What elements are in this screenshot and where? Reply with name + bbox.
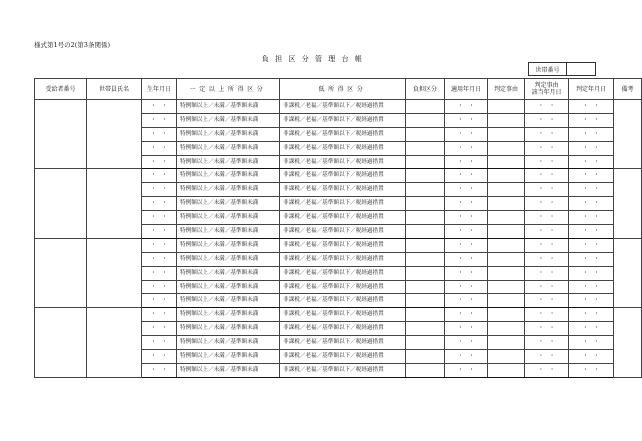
burden-category-cell[interactable] — [406, 127, 445, 141]
remarks-cell[interactable] — [614, 100, 642, 169]
form-identifier: 様式第1号の2(第3条関係) — [34, 41, 110, 49]
income-category-cell[interactable]: 特例額以上／未満／基準額未満 — [177, 322, 280, 336]
reason-date-cell[interactable]: ・ ・ — [525, 252, 569, 266]
determination-reason-cell[interactable] — [488, 225, 525, 239]
income-category-cell[interactable]: 特例額以上／未満／基準額未満 — [177, 238, 280, 252]
reason-date-cell[interactable]: ・ ・ — [525, 183, 569, 197]
birth-date-cell[interactable]: ・ ・ — [142, 100, 177, 114]
determination-reason-cell[interactable] — [488, 113, 525, 127]
reason-date-cell[interactable]: ・ ・ — [525, 238, 569, 252]
determination-date-cell[interactable]: ・ ・ — [569, 336, 614, 350]
burden-category-cell[interactable] — [406, 225, 445, 239]
burden-category-ledger — [34, 78, 642, 378]
applicable-date-cell[interactable]: ・ ・ — [445, 100, 488, 114]
low-income-category-cell[interactable]: 非課税／老福／基準額以下／税経過措置 — [280, 350, 406, 364]
low-income-category-cell[interactable]: 非課税／老福／基準額以下／税経過措置 — [280, 225, 406, 239]
income-category-cell[interactable]: 特例額以上／未満／基準額未満 — [177, 169, 280, 183]
low-income-category-cell[interactable]: 非課税／老福／基準額以下／税経過措置 — [280, 211, 406, 225]
low-income-category-cell[interactable]: 非課税／老福／基準額以下／税経過措置 — [280, 336, 406, 350]
birth-date-cell[interactable]: ・ ・ — [142, 280, 177, 294]
remarks-cell[interactable] — [614, 308, 642, 377]
birth-date-cell[interactable]: ・ ・ — [142, 308, 177, 322]
ledger-row — [35, 100, 642, 114]
applicable-date-cell[interactable]: ・ ・ — [445, 225, 488, 239]
determination-date-cell[interactable]: ・ ・ — [569, 155, 614, 169]
applicable-date-cell[interactable]: ・ ・ — [445, 197, 488, 211]
determination-date-cell[interactable]: ・ ・ — [569, 183, 614, 197]
recipient-number-cell[interactable] — [35, 169, 87, 238]
determination-date-cell[interactable]: ・ ・ — [569, 100, 614, 114]
birth-date-cell[interactable]: ・ ・ — [142, 363, 177, 377]
determination-reason-cell[interactable] — [488, 238, 525, 252]
reason-date-cell[interactable]: ・ ・ — [525, 266, 569, 280]
col-reason-date-line1: 判定事由 — [534, 82, 559, 89]
burden-category-cell[interactable] — [406, 363, 445, 377]
applicable-date-cell[interactable]: ・ ・ — [445, 113, 488, 127]
reason-date-cell[interactable]: ・ ・ — [525, 169, 569, 183]
low-income-category-cell[interactable]: 非課税／老福／基準額以下／税経過措置 — [280, 113, 406, 127]
col-reason-date-line2: 該当年月日 — [531, 89, 562, 96]
determination-date-cell[interactable]: ・ ・ — [569, 238, 614, 252]
col-member-name: 世帯員氏名 — [87, 79, 142, 100]
recipient-number-cell[interactable] — [35, 100, 87, 169]
reason-date-cell[interactable]: ・ ・ — [525, 100, 569, 114]
burden-category-cell[interactable] — [406, 266, 445, 280]
determination-reason-cell[interactable] — [488, 336, 525, 350]
birth-date-cell[interactable]: ・ ・ — [142, 113, 177, 127]
ledger-row — [35, 308, 642, 322]
income-category-cell[interactable]: 特例額以上／未満／基準額未満 — [177, 308, 280, 322]
household-number-field[interactable] — [567, 63, 595, 75]
determination-reason-cell[interactable] — [488, 252, 525, 266]
income-category-cell[interactable]: 特例額以上／未満／基準額未満 — [177, 197, 280, 211]
determination-reason-cell[interactable] — [488, 183, 525, 197]
burden-category-cell[interactable] — [406, 211, 445, 225]
applicable-date-cell[interactable]: ・ ・ — [445, 336, 488, 350]
determination-reason-cell[interactable] — [488, 266, 525, 280]
col-determination-date: 判定年月日 — [569, 79, 614, 100]
determination-reason-cell[interactable] — [488, 100, 525, 114]
reason-date-cell[interactable]: ・ ・ — [525, 363, 569, 377]
applicable-date-cell[interactable]: ・ ・ — [445, 363, 488, 377]
low-income-category-cell[interactable]: 非課税／老福／基準額以下／税経過措置 — [280, 183, 406, 197]
burden-category-cell[interactable] — [406, 350, 445, 364]
income-category-cell[interactable]: 特例額以上／未満／基準額未満 — [177, 183, 280, 197]
burden-category-cell[interactable] — [406, 183, 445, 197]
recipient-number-cell[interactable] — [35, 238, 87, 307]
birth-date-cell[interactable]: ・ ・ — [142, 141, 177, 155]
determination-date-cell[interactable]: ・ ・ — [569, 211, 614, 225]
burden-category-cell[interactable] — [406, 336, 445, 350]
low-income-category-cell[interactable]: 非課税／老福／基準額以下／税経過措置 — [280, 363, 406, 377]
applicable-date-cell[interactable]: ・ ・ — [445, 350, 488, 364]
applicable-date-cell[interactable]: ・ ・ — [445, 155, 488, 169]
member-name-cell[interactable] — [87, 238, 142, 307]
income-category-cell[interactable]: 特例額以上／未満／基準額未満 — [177, 336, 280, 350]
reason-date-cell[interactable]: ・ ・ — [525, 308, 569, 322]
remarks-cell[interactable] — [614, 169, 642, 238]
determination-date-cell[interactable]: ・ ・ — [569, 266, 614, 280]
applicable-date-cell[interactable]: ・ ・ — [445, 211, 488, 225]
birth-date-cell[interactable]: ・ ・ — [142, 266, 177, 280]
reason-date-cell[interactable]: ・ ・ — [525, 350, 569, 364]
low-income-category-cell[interactable]: 非課税／老福／基準額以下／税経過措置 — [280, 266, 406, 280]
determination-reason-cell[interactable] — [488, 211, 525, 225]
determination-date-cell[interactable]: ・ ・ — [569, 197, 614, 211]
applicable-date-cell[interactable]: ・ ・ — [445, 127, 488, 141]
low-income-category-cell[interactable]: 非課税／老福／基準額以下／税経過措置 — [280, 169, 406, 183]
member-name-cell[interactable] — [87, 308, 142, 377]
col-income-category: 一定以上所得区分 — [177, 79, 280, 100]
income-category-cell[interactable]: 特例額以上／未満／基準額未満 — [177, 127, 280, 141]
low-income-category-cell[interactable]: 非課税／老福／基準額以下／税経過措置 — [280, 238, 406, 252]
burden-category-cell[interactable] — [406, 169, 445, 183]
determination-date-cell[interactable]: ・ ・ — [569, 294, 614, 308]
determination-reason-cell[interactable] — [488, 127, 525, 141]
recipient-number-cell[interactable] — [35, 308, 87, 377]
determination-reason-cell[interactable] — [488, 280, 525, 294]
income-category-cell[interactable]: 特例額以上／未満／基準額未満 — [177, 141, 280, 155]
col-birth-date: 生年月日 — [142, 79, 177, 100]
burden-category-cell[interactable] — [406, 280, 445, 294]
applicable-date-cell[interactable]: ・ ・ — [445, 280, 488, 294]
burden-category-cell[interactable] — [406, 238, 445, 252]
income-category-cell[interactable]: 特例額以上／未満／基準額未満 — [177, 155, 280, 169]
determination-reason-cell[interactable] — [488, 141, 525, 155]
household-number-box — [528, 62, 596, 76]
determination-date-cell[interactable]: ・ ・ — [569, 308, 614, 322]
household-number-label: 世帯番号 — [529, 63, 567, 75]
applicable-date-cell[interactable]: ・ ・ — [445, 169, 488, 183]
ledger-row — [35, 238, 642, 252]
reason-date-cell[interactable]: ・ ・ — [525, 113, 569, 127]
income-category-cell[interactable]: 特例額以上／未満／基準額未満 — [177, 252, 280, 266]
reason-date-cell[interactable]: ・ ・ — [525, 127, 569, 141]
income-category-cell[interactable]: 特例額以上／未満／基準額未満 — [177, 113, 280, 127]
low-income-category-cell[interactable]: 非課税／老福／基準額以下／税経過措置 — [280, 197, 406, 211]
income-category-cell[interactable]: 特例額以上／未満／基準額未満 — [177, 350, 280, 364]
col-low-income-category: 低所得区分 — [280, 79, 406, 100]
low-income-category-cell[interactable]: 非課税／老福／基準額以下／税経過措置 — [280, 280, 406, 294]
applicable-date-cell[interactable]: ・ ・ — [445, 322, 488, 336]
col-reason-date — [525, 79, 569, 100]
income-category-cell[interactable]: 特例額以上／未満／基準額未満 — [177, 363, 280, 377]
applicable-date-cell[interactable]: ・ ・ — [445, 252, 488, 266]
remarks-cell[interactable] — [614, 238, 642, 307]
determination-date-cell[interactable]: ・ ・ — [569, 322, 614, 336]
reason-date-cell[interactable]: ・ ・ — [525, 155, 569, 169]
low-income-category-cell[interactable]: 非課税／老福／基準額以下／税経過措置 — [280, 322, 406, 336]
page-title: 負担区分管理台帳 — [261, 55, 369, 63]
applicable-date-cell[interactable]: ・ ・ — [445, 266, 488, 280]
burden-category-cell[interactable] — [406, 113, 445, 127]
reason-date-cell[interactable]: ・ ・ — [525, 280, 569, 294]
determination-reason-cell[interactable] — [488, 155, 525, 169]
low-income-category-cell[interactable]: 非課税／老福／基準額以下／税経過措置 — [280, 100, 406, 114]
birth-date-cell[interactable]: ・ ・ — [142, 252, 177, 266]
birth-date-cell[interactable]: ・ ・ — [142, 294, 177, 308]
determination-date-cell[interactable]: ・ ・ — [569, 225, 614, 239]
burden-category-cell[interactable] — [406, 100, 445, 114]
low-income-category-cell[interactable]: 非課税／老福／基準額以下／税経過措置 — [280, 127, 406, 141]
birth-date-cell[interactable]: ・ ・ — [142, 127, 177, 141]
determination-reason-cell[interactable] — [488, 197, 525, 211]
reason-date-cell[interactable]: ・ ・ — [525, 141, 569, 155]
ledger-body — [35, 100, 642, 378]
income-category-cell[interactable]: 特例額以上／未満／基準額未満 — [177, 294, 280, 308]
applicable-date-cell[interactable]: ・ ・ — [445, 294, 488, 308]
determination-date-cell[interactable]: ・ ・ — [569, 252, 614, 266]
member-name-cell[interactable] — [87, 169, 142, 238]
burden-category-cell[interactable] — [406, 252, 445, 266]
low-income-category-cell[interactable]: 非課税／老福／基準額以下／税経過措置 — [280, 141, 406, 155]
applicable-date-cell[interactable]: ・ ・ — [445, 238, 488, 252]
low-income-category-cell[interactable]: 非課税／老福／基準額以下／税経過措置 — [280, 252, 406, 266]
determination-date-cell[interactable]: ・ ・ — [569, 169, 614, 183]
applicable-date-cell[interactable]: ・ ・ — [445, 308, 488, 322]
reason-date-cell[interactable]: ・ ・ — [525, 322, 569, 336]
birth-date-cell[interactable]: ・ ・ — [142, 169, 177, 183]
reason-date-cell[interactable]: ・ ・ — [525, 294, 569, 308]
header-row — [35, 79, 642, 100]
burden-category-cell[interactable] — [406, 155, 445, 169]
determination-date-cell[interactable]: ・ ・ — [569, 350, 614, 364]
income-category-cell[interactable]: 特例額以上／未満／基準額未満 — [177, 225, 280, 239]
col-burden-category: 負担区分 — [406, 79, 445, 100]
reason-date-cell[interactable]: ・ ・ — [525, 211, 569, 225]
determination-reason-cell[interactable] — [488, 294, 525, 308]
birth-date-cell[interactable]: ・ ・ — [142, 155, 177, 169]
birth-date-cell[interactable]: ・ ・ — [142, 238, 177, 252]
col-determination-reason: 判定事由 — [488, 79, 525, 100]
applicable-date-cell[interactable]: ・ ・ — [445, 183, 488, 197]
burden-category-cell[interactable] — [406, 322, 445, 336]
low-income-category-cell[interactable]: 非課税／老福／基準額以下／税経過措置 — [280, 308, 406, 322]
col-applicable-date: 適用年月日 — [445, 79, 488, 100]
determination-reason-cell[interactable] — [488, 308, 525, 322]
birth-date-cell[interactable]: ・ ・ — [142, 197, 177, 211]
burden-category-cell[interactable] — [406, 141, 445, 155]
birth-date-cell[interactable]: ・ ・ — [142, 183, 177, 197]
income-category-cell[interactable]: 特例額以上／未満／基準額未満 — [177, 100, 280, 114]
col-recipient-number: 受給者番号 — [35, 79, 87, 100]
determination-reason-cell[interactable] — [488, 322, 525, 336]
income-category-cell[interactable]: 特例額以上／未満／基準額未満 — [177, 280, 280, 294]
burden-category-cell[interactable] — [406, 308, 445, 322]
low-income-category-cell[interactable]: 非課税／老福／基準額以下／税経過措置 — [280, 155, 406, 169]
member-name-cell[interactable] — [87, 100, 142, 169]
income-category-cell[interactable]: 特例額以上／未満／基準額未満 — [177, 266, 280, 280]
reason-date-cell[interactable]: ・ ・ — [525, 336, 569, 350]
low-income-category-cell[interactable]: 非課税／老福／基準額以下／税経過措置 — [280, 294, 406, 308]
burden-category-cell[interactable] — [406, 197, 445, 211]
determination-date-cell[interactable]: ・ ・ — [569, 113, 614, 127]
determination-date-cell[interactable]: ・ ・ — [569, 127, 614, 141]
applicable-date-cell[interactable]: ・ ・ — [445, 141, 488, 155]
ledger-row — [35, 169, 642, 183]
birth-date-cell[interactable]: ・ ・ — [142, 225, 177, 239]
determination-date-cell[interactable]: ・ ・ — [569, 280, 614, 294]
burden-category-cell[interactable] — [406, 294, 445, 308]
col-remarks: 備考 — [614, 79, 642, 100]
determination-reason-cell[interactable] — [488, 350, 525, 364]
birth-date-cell[interactable]: ・ ・ — [142, 336, 177, 350]
birth-date-cell[interactable]: ・ ・ — [142, 350, 177, 364]
determination-reason-cell[interactable] — [488, 363, 525, 377]
determination-date-cell[interactable]: ・ ・ — [569, 141, 614, 155]
reason-date-cell[interactable]: ・ ・ — [525, 197, 569, 211]
determination-reason-cell[interactable] — [488, 169, 525, 183]
birth-date-cell[interactable]: ・ ・ — [142, 322, 177, 336]
birth-date-cell[interactable]: ・ ・ — [142, 211, 177, 225]
reason-date-cell[interactable]: ・ ・ — [525, 225, 569, 239]
income-category-cell[interactable]: 特例額以上／未満／基準額未満 — [177, 211, 280, 225]
determination-date-cell[interactable]: ・ ・ — [569, 363, 614, 377]
